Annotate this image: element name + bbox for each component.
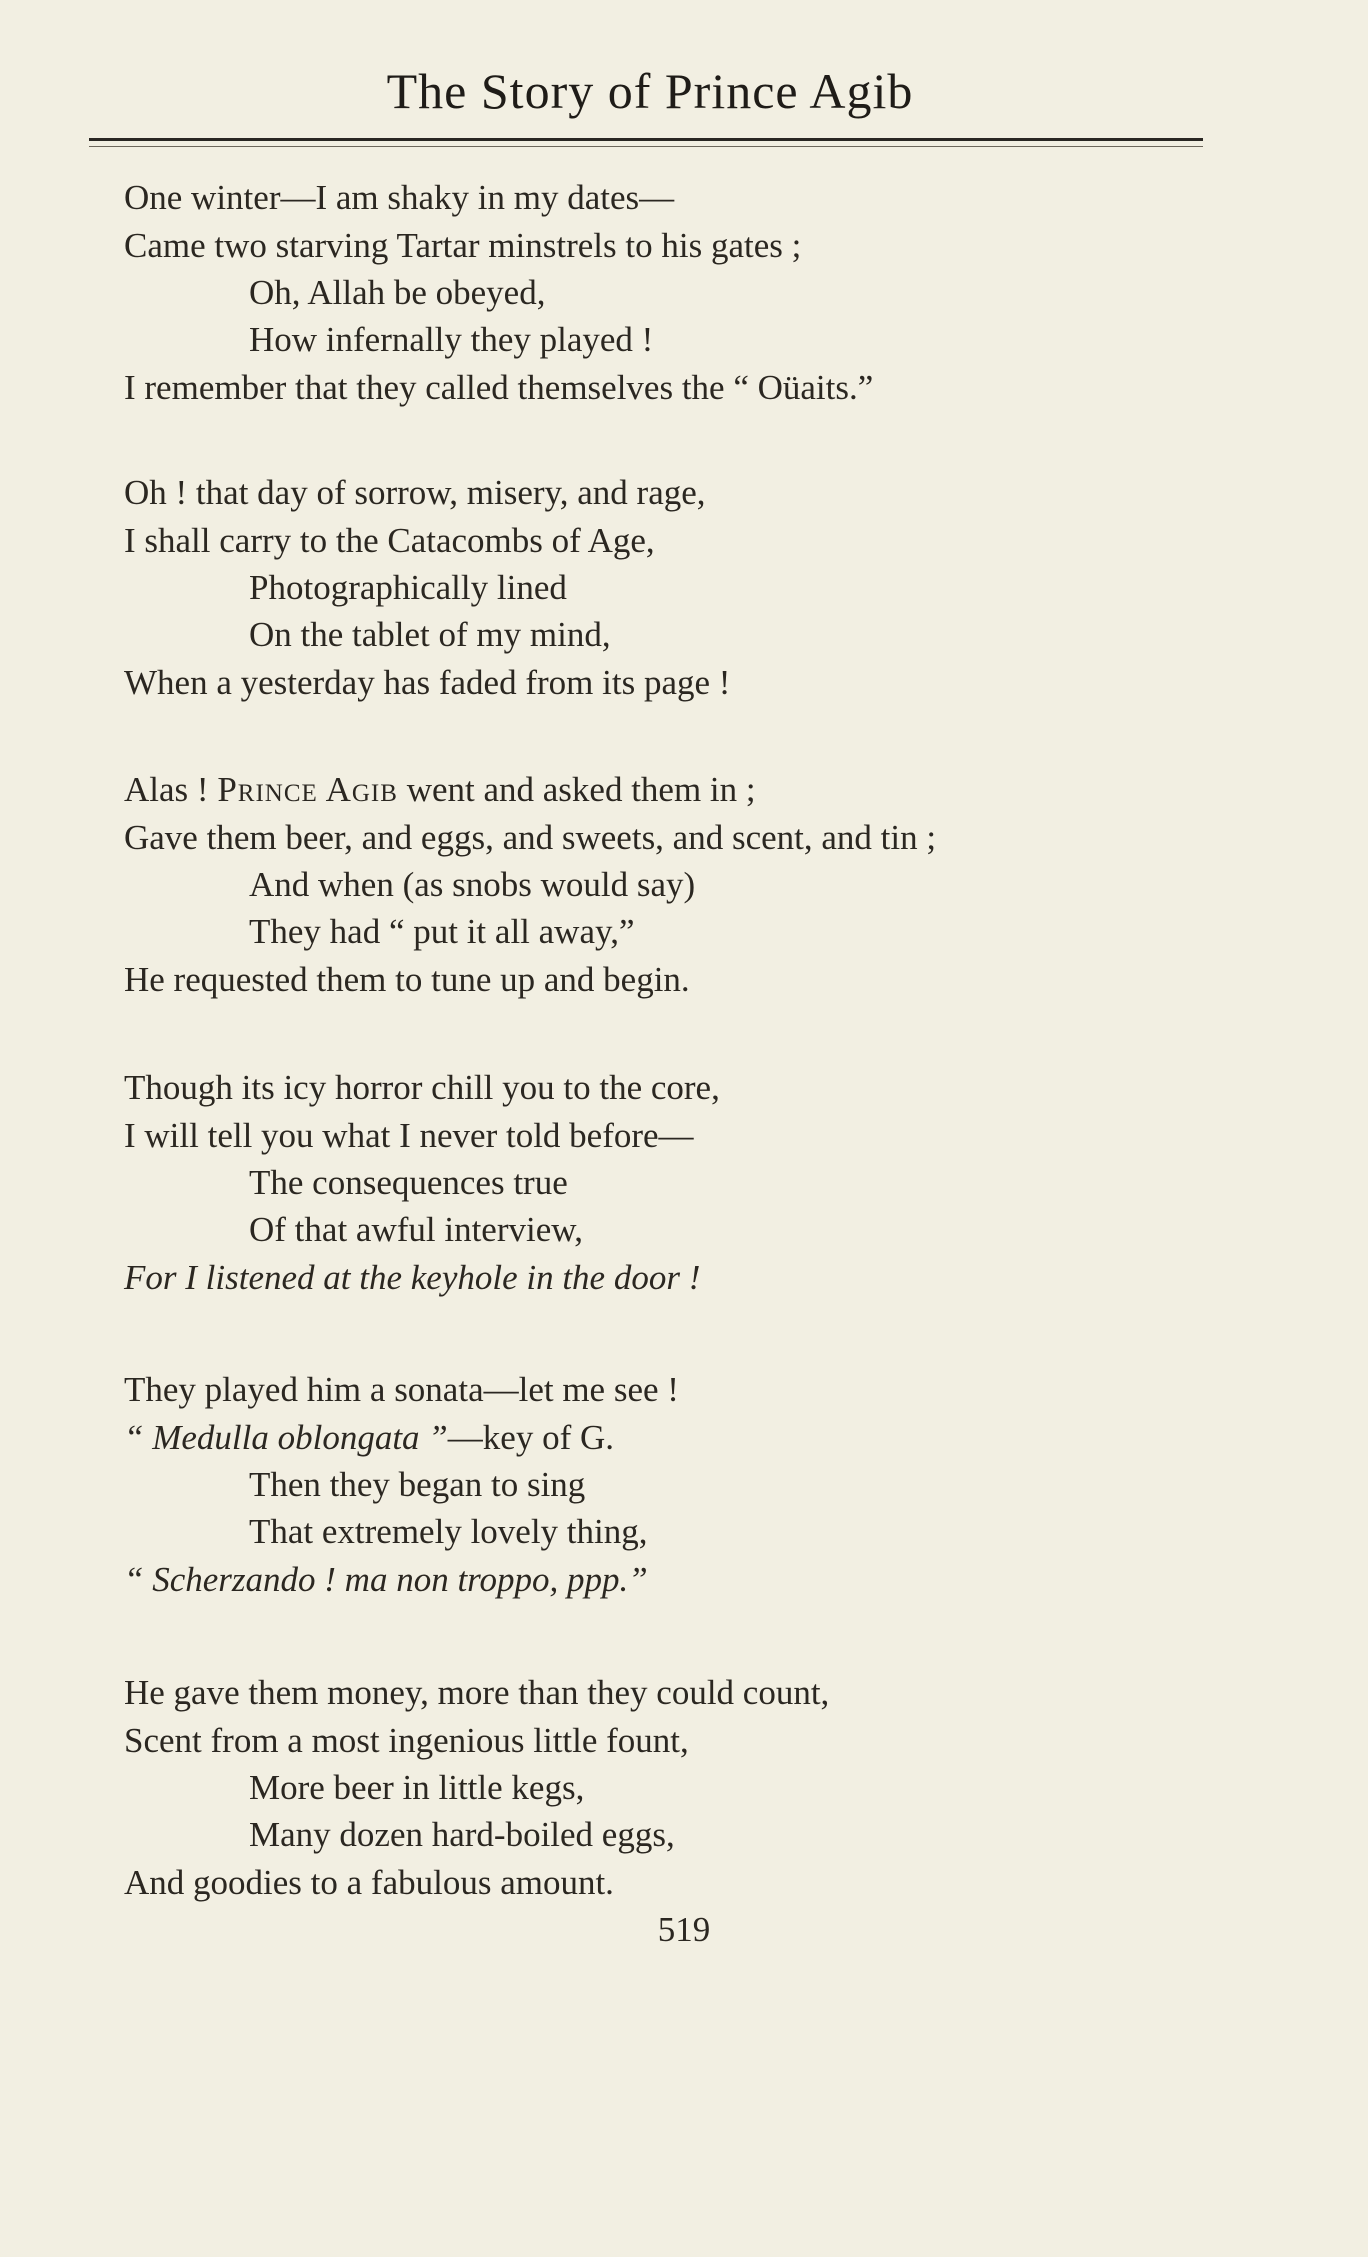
verse-line: I will tell you what I never told before— bbox=[124, 1116, 694, 1155]
verse-text: —key of G. bbox=[447, 1418, 614, 1457]
verse-line: For I listened at the keyhole in the door ! bbox=[124, 1258, 701, 1297]
verse-line: Came two starving Tartar minstrels to his gates ; bbox=[124, 226, 802, 265]
verse-line bbox=[124, 772, 756, 807]
verse-line: They played him a sonata—let me see ! bbox=[124, 1370, 679, 1409]
verse-line: I shall carry to the Catacombs of Age, bbox=[124, 521, 655, 560]
verse-line: Many dozen hard-boiled eggs, bbox=[249, 1815, 675, 1854]
running-title: The Story of Prince Agib bbox=[386, 63, 914, 119]
verse-line bbox=[124, 1420, 614, 1455]
verse-line: Oh, Allah be obeyed, bbox=[249, 273, 546, 312]
verse-line: Then they began to sing bbox=[249, 1465, 586, 1504]
verse-line: Photographically lined bbox=[249, 568, 567, 607]
header-rule bbox=[89, 138, 1203, 141]
verse-line: Of that awful interview, bbox=[249, 1210, 584, 1249]
verse-line: On the tablet of my mind, bbox=[249, 615, 611, 654]
page-number: 519 bbox=[657, 1910, 711, 1949]
verse-line: The consequences true bbox=[249, 1163, 568, 1202]
verse-line: When a yesterday has faded from its page ! bbox=[124, 663, 731, 702]
verse-line: Scent from a most ingenious little fount, bbox=[124, 1721, 689, 1760]
verse-line: Gave them beer, and eggs, and sweets, and scent, and tin ; bbox=[124, 818, 937, 857]
verse-text: went and asked them in ; bbox=[397, 770, 756, 809]
verse-text-italic: “ Medulla oblongata ” bbox=[124, 1418, 448, 1457]
verse-line: And goodies to a fabulous amount. bbox=[124, 1863, 614, 1902]
verse-line: I remember that they called themselves the “ Oüaits.” bbox=[124, 368, 874, 407]
verse-line: More beer in little kegs, bbox=[249, 1768, 585, 1807]
verse-line: That extremely lovely thing, bbox=[249, 1512, 648, 1551]
verse-line: He requested them to tune up and begin. bbox=[124, 960, 690, 999]
verse-line: He gave them money, more than they could count, bbox=[124, 1673, 830, 1712]
verse-line: They had “ put it all away,” bbox=[249, 912, 635, 951]
verse-line: “ Scherzando ! ma non troppo, ppp.” bbox=[124, 1560, 648, 1599]
verse-line: How infernally they played ! bbox=[249, 320, 654, 359]
verse-line: Though its icy horror chill you to the core, bbox=[124, 1068, 720, 1107]
header-rule-thin bbox=[89, 146, 1203, 147]
verse-line: And when (as snobs would say) bbox=[249, 865, 696, 904]
verse-line: One winter—I am shaky in my dates— bbox=[124, 178, 675, 217]
verse-text: Alas ! bbox=[124, 770, 218, 809]
verse-line: Oh ! that day of sorrow, misery, and rage, bbox=[124, 473, 706, 512]
character-name: Prince Agib bbox=[217, 770, 398, 809]
